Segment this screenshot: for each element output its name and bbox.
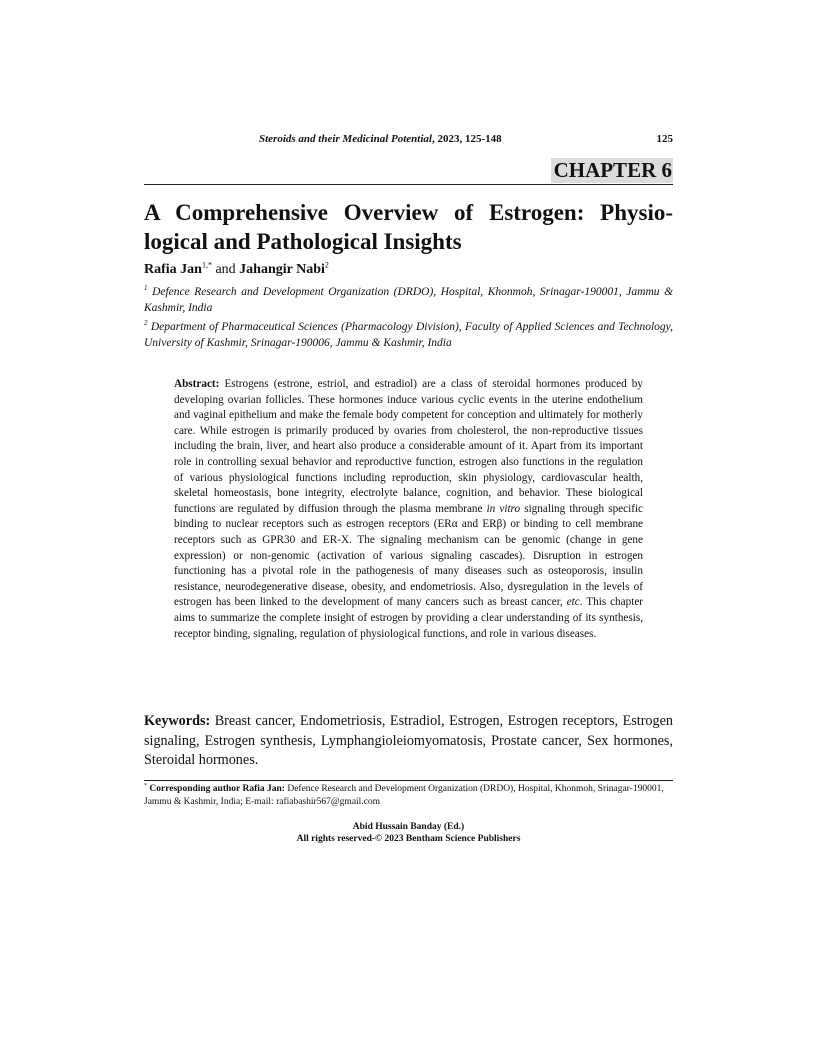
footnote-label: Corresponding author Rafia Jan: [149,784,285,794]
journal-year-pages: , 2023, 125-148 [431,133,502,145]
journal-title: Steroids and their Medicinal Potential [259,133,432,145]
footnote-marker: * [144,782,147,789]
affiliation-text: Department of Pharmaceutical Sciences (Pharmacology Division), Faculty of Applied Sciences and Technology, University of Kashmir, Srinagar-190006, Jammu & Kashmir, India [144,321,674,349]
chapter-title: A Comprehensive Overview of Estrogen: Physio-logical and Pathological Insights [144,200,673,254]
abstract [174,377,643,642]
footnote-text: Defence Research and Development Organization (DRDO), Hospital, Khonmoh, Srinagar-190001, Jammu & Kashmir, India; E-mail: rafiabashir567@gmail.com [144,784,664,807]
chapter-header [144,158,673,185]
journal-citation [259,133,502,145]
keywords-text: Breast cancer, Endometriosis, Estradiol, Estrogen, Estrogen receptors, Estrogen signaling, Estrogen synthesis, Lymphangioleiomyomatosis, Prostate cancer, Sex hormones, Steroidal hormones. [144,713,673,768]
rights-line: All rights reserved-© 2023 Bentham Science Publishers [296,834,521,844]
abstract-text: Estrogens (estrone, estriol, and estradiol) are a class of steroidal hormones produced by developing ovarian follicles. These hormones induce various cyclic events in the uterine endothelium and vaginal epithelium and make the female body competent for conception and ultimately for motherly care. While estrogen is primarily produced by ovaries from cholesterol, the non-reproductive tissues including the brain, liver, and heart also produce a considerable amount of it. Apart from its important role in controlling sexual behavior and reproductive function, estrogen also functions in the regulation of various physiological functions including reproduction, skin physiology, cardiovascular health, skeletal homeostasis, bone integrity, electrolyte balance, cognition, and behavior. These biological functions are regulated by diffusion through the plasma membrane [174,378,643,515]
editor-line: Abid Hussain Banday (Ed.) [352,822,465,832]
keywords [144,712,673,771]
abstract-text: . This chapter aims to summarize the complete insight of estrogen by providing a clear understanding of its synthesis, receptor binding, signaling, regulation of physiological functions, and role in various diseases. [174,596,644,640]
footnote [144,783,673,808]
affiliation [144,320,673,351]
author-conjunction: and [211,262,240,277]
abstract-italic-term: in vitro [486,502,521,515]
keywords-label: Keywords: [144,713,211,729]
page-number: 125 [656,133,673,145]
author-affiliation-marker: 1,* [201,260,212,270]
abstract-text: signaling through specific binding to nuclear receptors such as estrogen receptors (ERα and ERβ) or binding to cell membrane receptors such as GPR30 and ER-X. The signaling mechanism can be genomic (change in gene expression) or non-genomic (activation of various signaling cascades). Disruption in estrogen functioning has a pivotal role in the pathogenesis of many diseases such as osteoporosis, insulin resistance, neurodegenerative disease, obesity, and endometriosis. Also, dysregulation in the levels of estrogen has been linked to the development of many cancers such as breast cancer, [174,502,644,609]
running-head [144,133,673,147]
author-affiliation-marker: 2 [324,260,329,270]
affiliation-number: 1 [144,284,148,293]
author-name: Jahangir Nabi [239,262,325,277]
affiliation-number: 2 [144,319,148,328]
publisher-block [144,821,673,845]
affiliation [144,285,673,316]
author-line [144,262,673,278]
chapter-label: CHAPTER 6 [551,158,673,183]
author-name: Rafia Jan [144,262,202,277]
footnote-divider [144,780,673,781]
abstract-label: Abstract: [174,378,220,390]
abstract-italic-term: etc [566,596,580,609]
affiliation-text: Defence Research and Development Organization (DRDO), Hospital, Khonmoh, Srinagar-190001, Jammu & Kashmir, India [144,286,674,314]
